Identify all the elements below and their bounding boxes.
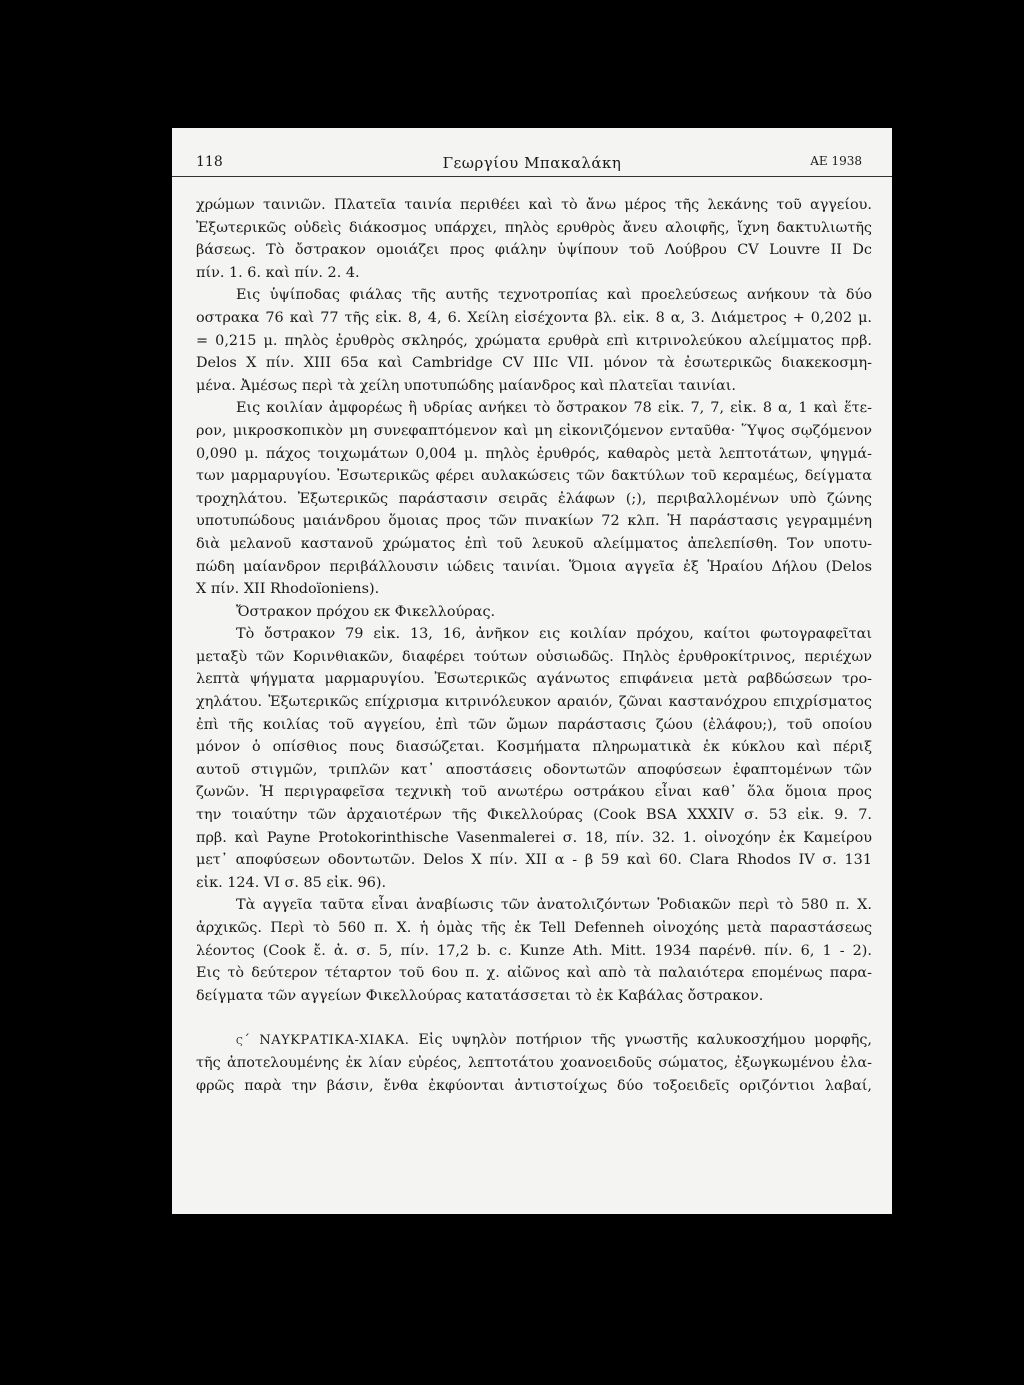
text-line: πρβ. καὶ Payne Protokorinthische Vasenmalerei σ. 18, πίν. 32. 1. οἰνοχόην ἐκ Καμείρου <box>196 829 872 846</box>
section-gap <box>196 1007 872 1029</box>
subheading: Ὄστρακον πρόχου εκ Φικελλούρας. <box>236 603 496 620</box>
text-line: πώδη μαίανδρον περιβάλλουσιν ιώδεις ταινίαι. Ὅμοια αγγεῖα ἐξ Ἡραίου Δήλου (Delos <box>196 558 872 575</box>
text-line: τῆς ἀποτελουμένης ἐκ λίαν εὐρέος, λεπτοτάτου χοανοειδοῦς σώματος, ἐξωγκωμένου ἐλα- <box>196 1054 872 1071</box>
page-number: 118 <box>196 154 223 170</box>
text-line: των μαρμαρυγίου. Ἐσωτερικῶς φέρει αυλακώσεις τῶν δακτύλων τοῦ κεραμέως, δείγματα <box>196 468 872 485</box>
text-line: μόνον ὁ οπίσθιος πους διασώζεται. Κοσμήματα πληρωματικὰ ἐκ κύκλου καὶ πέριξ <box>196 739 872 756</box>
text-line: ἀρχικῶς. Περὶ τὸ 560 π. Χ. ἡ ὁμὰς τῆς ἐκ Tell Defenneh οἰνοχόης μετὰ παραστάσεως <box>196 920 872 936</box>
text-line: οστρακα 76 καὶ 77 τῆς εἰκ. 8, 4, 6. Χείλη εἰσέχοντα βλ. εἰκ. 8 α, 3. Διάμετρος + 0,202 μ. <box>196 309 872 326</box>
section-label: ϛ΄ ΝΑΥΚΡΑΤΙΚΑ-ΧΙΑΚΑ. <box>236 1033 410 1049</box>
text-line: διὰ μελανοῦ καστανοῦ χρώματος ἐπὶ τοῦ λευκοῦ αλείμματος ἀπελεπίσθη. Τον υποτυ- <box>196 535 872 552</box>
running-title: Γεωργίου Μπακαλάκη <box>442 154 622 172</box>
text-line: 0,090 μ. πάχος τοιχωμάτων 0,004 μ. πηλὸς ἐρυθρός, καθαρὸς μετὰ λεπτοτάτων, ψηγμά- <box>196 445 872 462</box>
text-line: = 0,215 μ. πηλὸς ἐρυθρὸς σκληρός, χρώματα ερυθρὰ επὶ κιτρινολεύκου αλείμματος πρβ. <box>196 332 872 349</box>
text-line: μετ᾽ αποφύσεων οδοντωτῶν. Delos X πίν. XII α - β 59 καὶ 60. Clara Rhodos IV σ. 131 <box>196 852 872 869</box>
text-line: Τὸ ὄστρακον 79 εἰκ. 13, 16, ἀνῆκον εις κοιλίαν πρόχου, καίτοι φωτογραφεῖται <box>236 626 872 643</box>
text-line: ζωνῶν. Ἡ περιγραφεῖσα τεχνικὴ τοῦ ανωτέρω οστράκου εἶναι καθ᾽ ὅλα ὅμοια προς <box>196 784 872 801</box>
journal-reference: ΑΕ 1938 <box>810 154 862 168</box>
text-line: αυτοῦ στιγμῶν, τριπλῶν κατ᾽ αποστάσεις οδοντωτῶν αποφύσεων ἐφαπτομένων τῶν <box>196 761 872 778</box>
text-line: τροχηλάτου. Ἐξωτερικῶς παράστασιν σειρᾶς ἐλάφων (;), περιβαλλομένων υπὸ ζώνης <box>196 490 872 507</box>
text-line: εἰκ. 124. VI σ. 85 εἰκ. 96). <box>196 874 387 891</box>
text-line: λέοντος (Cook ἔ. ἀ. σ. 5, πίν. 17,2 b. c. Kunze Ath. Mitt. 1934 παρένθ. πίν. 6, 1 - 2). <box>196 942 872 959</box>
text-line: Εις ὑψίποδας φιάλας τῆς αυτῆς τεχνοτροπίας καὶ προελεύσεως ανήκουν τὰ δύο <box>236 287 872 304</box>
running-head <box>172 154 892 177</box>
section-text: Εἰς υψηλὸν ποτήριον τῆς γνωστῆς καλυκοσχήμου μορφῆς, <box>418 1032 872 1049</box>
text-line: Delos X πίν. XIII 65α καὶ Cambridge CV IIIc VII. μόνον τὰ ἐσωτερικῶς διακεκοσμη- <box>196 355 872 372</box>
text-line: την τοιαύτην τῶν ἀρχαιοτέρων τῆς Φικελλούρας (Cook BSA XXXIV σ. 53 εἰκ. 9. 7. <box>196 807 872 824</box>
text-line: Εις τὸ δεύτερον τέταρτον τοῦ 6ου π. χ. αἰῶνος καὶ απὸ τὰ παλαιότερα επομένως παρα- <box>196 965 872 982</box>
text-line: βάσεως. Τὸ ὄστρακον ομοιάζει προς φιάλην ὑψίπουν τοῦ Λούβρου CV Louvre II Dc <box>196 242 872 259</box>
body-text <box>196 194 872 1097</box>
text-line: φρῶς παρὰ την βάσιν, ἔνθα ἐκφύονται ἀντιστοίχως δύο τοξοειδεῖς οριζόντιοι λαβαί, <box>196 1077 872 1094</box>
text-line: υποτυπώδους μαιάνδρου ὅμοιας προς τῶν πινακίων 72 κλπ. Ἡ παράστασις γεγραμμένη <box>196 513 872 530</box>
text-line: χρώμων ταινιῶν. Πλατεῖα ταινία περιθέει καὶ τὸ ἄνω μέρος τῆς λεκάνης τοῦ αγγείου. <box>196 197 872 213</box>
text-line: ρον, μικροσκοπικὸν μη συνεφαπτόμενον καὶ μη εἰκονιζόμενον ενταῦθα· Ὕψος σῳζόμενον <box>196 422 872 439</box>
text-line: Ἐξωτερικῶς οὐδεὶς διάκοσμος υπάρχει, πηλὸς ερυθρὸς ἄνευ αλοιφῆς, ἴχνη δακτυλιωτῆς <box>196 219 872 236</box>
text-line: μένα. Ἀμέσως περὶ τὰ χείλη υποτυπώδης μαίανδρος καὶ πλατεῖαι ταινίαι. <box>196 377 736 394</box>
text-line: X πίν. XII Rhodoïoniens). <box>196 581 380 598</box>
text-line: μεταξὺ τῶν Κορινθιακῶν, διαφέρει τούτων οὐσιωδῶς. Πηλὸς ἐρυθροκίτρινος, περιέχων <box>196 648 872 665</box>
book-page <box>172 128 892 1214</box>
text-line: δείγματα τῶν αγγείων Φικελλούρας κατατάσσεται τὸ ἐκ Καβάλας ὄστρακον. <box>196 987 764 1004</box>
text-line: Εις κοιλίαν ἀμφορέως ἢ υδρίας ανήκει τὸ ὄστρακον 78 εἰκ. 7, 7, εἰκ. 8 α, 1 καὶ ἕτε- <box>236 400 872 417</box>
text-line: ἐπὶ τῆς κοιλίας τοῦ αγγείου, ἐπὶ τῶν ὤμων παράστασις ζώου (ἐλάφου;), τοῦ οποίου <box>196 716 872 733</box>
text-line: πίν. 1. 6. καὶ πίν. 2. 4. <box>196 264 360 281</box>
section-first-line <box>196 1029 872 1052</box>
text-line: Τὰ αγγεῖα ταῦτα εἶναι ἀναβίωσις τῶν ἀνατολιζόντων Ῥοδιακῶν περὶ τὸ 580 π. Χ. <box>236 897 872 914</box>
text-line: λεπτὰ ψήγματα μαρμαρυγίου. Ἐσωτερικῶς αγάνωτος επιφάνεια μετὰ ραβδώσεων τρο- <box>196 671 872 688</box>
text-line: χηλάτου. Ἐξωτερικῶς επίχρισμα κιτρινόλευκον αραιόν, ζῶναι καστανόχρου επιχρίσματος <box>196 694 872 711</box>
